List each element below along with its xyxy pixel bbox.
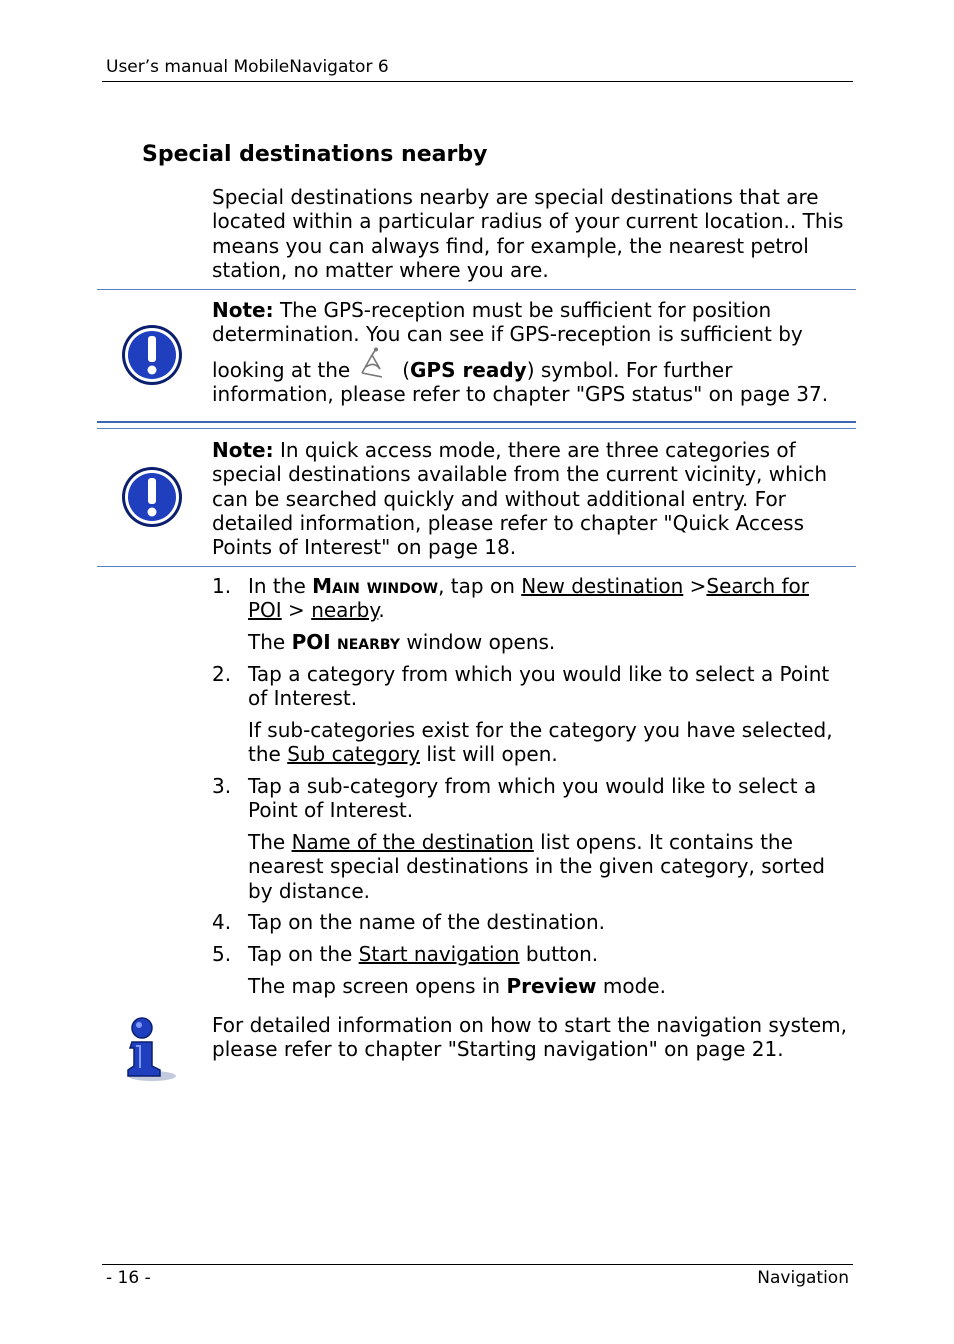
step-number: 2. [212, 662, 232, 686]
step-2-result: If sub-categories exist for the category you have selected, the Sub category list will open. [248, 718, 833, 767]
name-of-destination-link[interactable]: Name of the destination [291, 830, 534, 854]
step-3: Tap a sub-category from which you would like to select a Point of Interest. [248, 774, 817, 823]
note-rule-top [97, 289, 856, 290]
search-for-poi-link[interactable]: Search for POI [248, 574, 809, 623]
note-text: In quick access mode, there are three categories of special destinations available from the current vicinity, which can be searched quickly and without additional entry. For detailed information, please refer to chapter "Quick Access Points of Interest" on page 18. [212, 438, 828, 560]
step-5-result: The map screen opens in Preview mode. [248, 974, 666, 998]
step-4: Tap on the name of the destination. [248, 910, 605, 934]
sub-category-link[interactable]: Sub category [287, 742, 420, 767]
main-window-label: Main window [312, 574, 439, 598]
note-text: The GPS-reception must be sufficient for position determination. You can see if GPS-reception is sufficient by looking at the [212, 298, 803, 382]
step-5: Tap on the Start navigation button. [248, 942, 599, 966]
footer-rule [102, 1264, 853, 1265]
new-destination-link[interactable]: New destination [521, 574, 684, 598]
gps-ready-icon [358, 347, 388, 381]
running-header: User’s manual MobileNavigator 6 [106, 57, 389, 77]
note-1: Note: The GPS-reception must be sufficient for position determination. You can see if GPS-reception is sufficient by looking at the (GPS ready) symbol. For further information, please refer to chapter "GPS status" on page 37. [212, 298, 829, 406]
note-rule-bottom [97, 421, 856, 423]
step-number: 5. [212, 942, 232, 966]
page-number: - 16 - [106, 1268, 151, 1288]
info-paragraph: For detailed information on how to start the navigation system, please refer to chapter "Starting navigation" on page 21. [212, 1013, 848, 1062]
gps-ready-label: GPS ready [410, 357, 527, 382]
section-heading: Special destinations nearby [142, 142, 488, 167]
step-1-result: The POI nearby window opens. [248, 630, 556, 654]
exclamation-icon [121, 324, 183, 386]
header-rule [102, 81, 853, 82]
start-navigation-link[interactable]: Start navigation [358, 942, 520, 966]
step-number: 3. [212, 774, 232, 798]
exclamation-icon [121, 466, 183, 528]
step-3-result: The Name of the destination list opens. It contains the nearest special destinations in the given category, sorted by distance. [248, 830, 825, 903]
info-icon [118, 1016, 180, 1084]
nearby-link[interactable]: nearby [311, 598, 379, 623]
note-label: Note: [212, 438, 274, 462]
chapter-name: Navigation [757, 1268, 849, 1288]
note-2 [212, 438, 852, 559]
note-label: Note: [212, 298, 274, 322]
step-2: Tap a category from which you would like to select a Point of Interest. [248, 662, 830, 711]
intro-paragraph: Special destinations nearby are special destinations that are located within a particular radius of your current location.. This means you can always find, for example, the nearest petrol station, no matter where you are. [212, 185, 844, 282]
step-number: 1. [212, 574, 232, 598]
step-number: 4. [212, 910, 232, 934]
step-1: In the Main window, tap on New destination >Search for POI > nearby. [248, 574, 809, 623]
note-rule-bottom [97, 566, 856, 567]
note-rule-top [97, 428, 856, 429]
